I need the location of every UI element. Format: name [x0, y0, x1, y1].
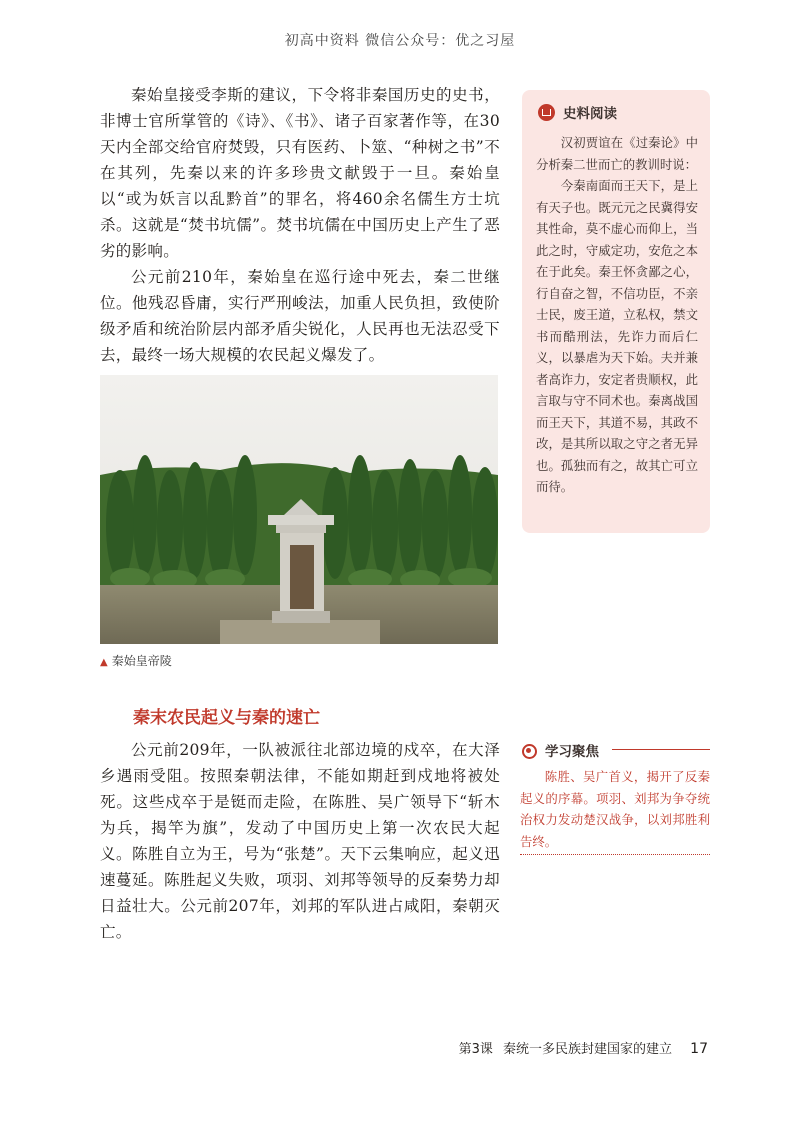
focus-divider-bottom: [520, 854, 710, 855]
learning-focus-header: [520, 740, 599, 760]
paragraph-qin-second-emperor: 公元前210年，秦始皇在巡行途中死去，秦二世继位。他残忍昏庸，实行严刑峻法，加重人民负担，致使阶级矛盾和统治阶层内部矛盾尖锐化，人民再也无法忍受下去，最终一场大规模的农民起义爆发了。: [100, 268, 500, 364]
paragraph-peasant-uprising: 公元前209年，一队被派往北部边境的戍卒，在大泽乡遇雨受阻。按照秦朝法律，不能如期赶到戍地将被处死。这些戍卒于是铤而走险，在陈胜、吴广领导下“斩木为兵，揭竿为旗”，发动了中国历史上第一次农民大起义。陈胜自立为王，号为“张楚”。天下云集响应，起义迅速蔓延。陈胜起义失败，项羽、刘邦等领导的反秦势力却日益壮大。公元前207年，刘邦的军队进占咸阳，秦朝灭亡。: [100, 741, 500, 941]
caption-text: 秦始皇帝陵: [111, 654, 172, 668]
sidebar-title: 史料阅读: [563, 106, 617, 122]
page-header: 初高中资料 微信公众号：优之习屋: [284, 33, 516, 49]
sidebar-header: [538, 102, 617, 122]
main-text-top: [100, 82, 500, 368]
page-number: 17: [690, 1041, 708, 1057]
sidebar-content: [536, 132, 698, 498]
sidebar-intro: 汉初贾谊在《过秦论》中分析秦二世而亡的教训时说：: [536, 135, 698, 172]
focus-title: 学习聚焦: [545, 744, 599, 760]
focus-divider-top: [612, 749, 710, 750]
lesson-number: 第3课: [458, 1042, 493, 1057]
mausoleum-photo: [100, 375, 498, 644]
focus-target-icon: [520, 742, 537, 759]
book-icon: [538, 104, 555, 121]
triangle-icon: ▲: [100, 657, 108, 668]
focus-text: 陈胜、吴广首义，揭开了反秦起义的序幕。项羽、刘邦为争夺统治权力发动楚汉战争，以刘邦胜利告终。: [520, 769, 710, 849]
main-text-bottom: [100, 737, 500, 945]
lesson-title: 秦统一多民族封建国家的建立: [503, 1042, 673, 1057]
historical-reading-box: [522, 90, 710, 533]
section-title: 秦末农民起义与秦的速亡: [133, 708, 320, 728]
photo-caption: [100, 652, 172, 669]
sidebar-quote: 今秦南面而王天下，是上有天子也。既元元之民冀得安其性命，莫不虚心而仰上，当此之时，守威定功，安危之本在于此矣。秦王怀贪鄙之心，行自奋之智，不信功臣，不亲士民，废王道，立私权，禁文书而酷刑法，先诈力而后仁义，以暴虐为天下始。夫并兼者高诈力，安定者贵顺权，此言取与守不同术也。秦离战国而王天下，其道不易，其政不改，是其所以取之守之者无异也。孤独而有之，故其亡可立而待。: [536, 178, 698, 494]
paragraph-book-burning: 秦始皇接受李斯的建议，下令将非秦国历史的史书，非博士官所掌管的《诗》、《书》、诸子百家著作等，在30天内全部交给官府焚毁，只有医药、卜筮、“种树之书”不在其列，先秦以来的许多珍贵文献毁于一旦。秦始皇以“或为妖言以乱黔首”的罪名，将460余名儒生方士坑杀。这就是“焚书坑儒”。焚书坑儒在中国历史上产生了恶劣的影响。: [100, 86, 500, 260]
page-footer: [459, 1038, 708, 1057]
learning-focus-box: [520, 766, 710, 852]
